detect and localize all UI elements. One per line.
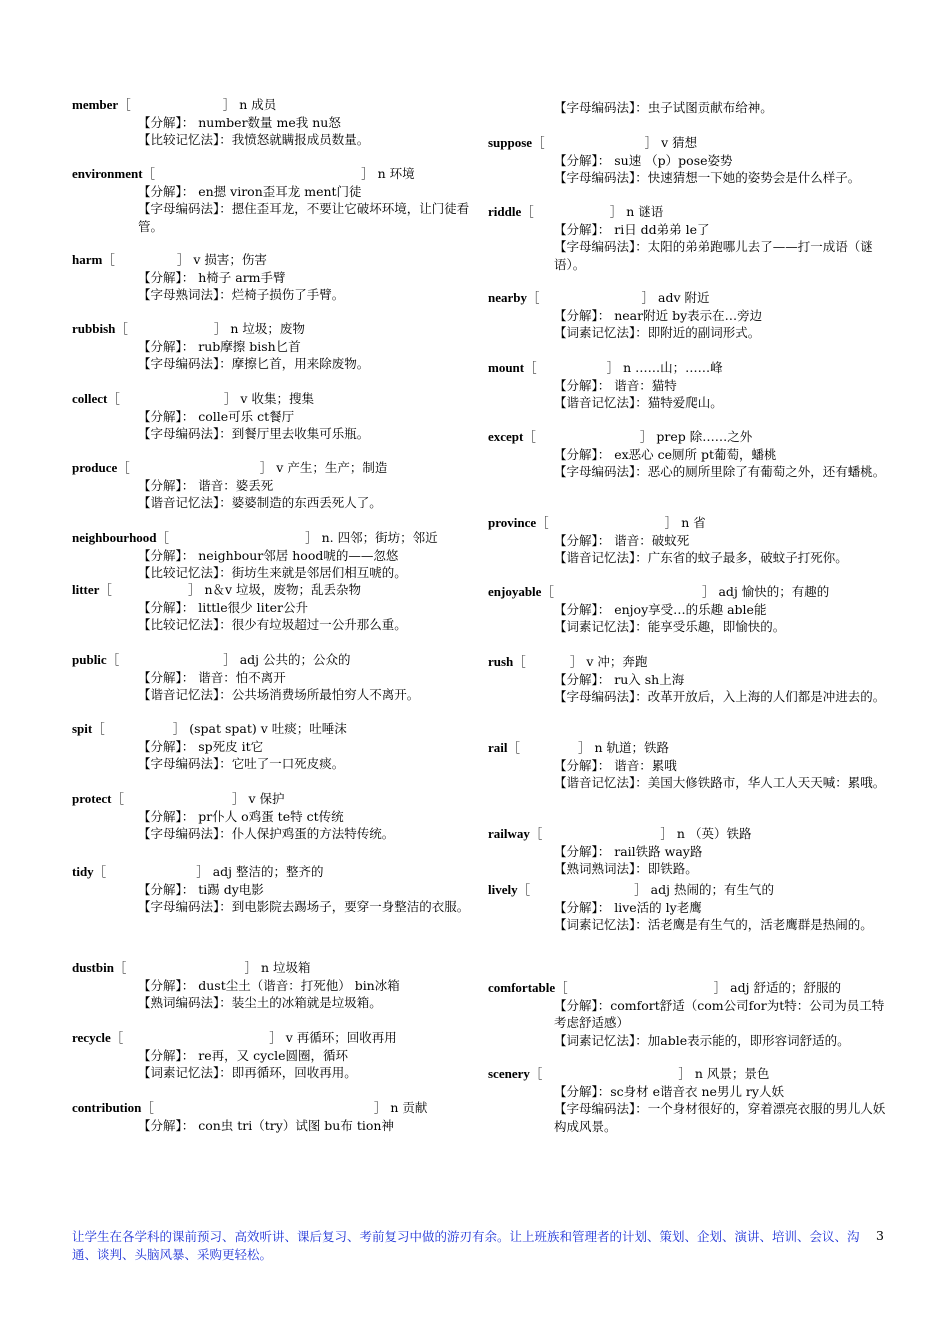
phonetic-close-bracket: ］: [231, 791, 245, 806]
entry-note-line: 【分解】： en摁 viron歪耳龙 ment门徒: [138, 183, 362, 199]
definition: adj 整洁的；整齐的: [212, 864, 324, 879]
entry-note-line: 【字母编码法】：它吐了一口死皮痰。: [138, 756, 345, 771]
entry-headline: [488, 739, 888, 757]
entry-note-line: 【词素记忆法】：活老鹰是有生气的，活老鹰群是热闹的。: [554, 917, 873, 932]
phonetic-close-bracket: ］: [223, 391, 237, 406]
entry-note-line: 【分解】： pr仆人 o鸡蛋 te特 ct传统: [138, 808, 344, 824]
entry-note-line: 【分解】： rail铁路 way路: [554, 843, 703, 859]
definition: n 垃圾箱: [260, 960, 311, 975]
entry-headline: [72, 1029, 472, 1047]
entry-note-line: 【熟词熟词法】：即铁路。: [554, 861, 698, 876]
entry-headline: [488, 289, 888, 307]
entry-note-line: 【分解】： con虫 tri（try）试图 bu布 tion神: [138, 1117, 394, 1133]
phonetic-close-bracket: ］: [664, 515, 678, 530]
entry-note-line: 【比较记忆法】：我愤怒就瞒报成员数量。: [138, 132, 370, 147]
phonetic-open-bracket: ［: [141, 1100, 154, 1115]
entry-note-line: 【分解】： h椅子 arm手臂: [138, 269, 286, 285]
entry-note-line: 【字母编码法】：到电影院去踢场子，要穿一身整洁的衣服。: [138, 899, 470, 914]
definition: adj 舒适的；舒服的: [730, 980, 841, 995]
phonetic-open-bracket: ［: [529, 1066, 543, 1081]
entry-note-line: 【分解】： ti踢 dy电影: [138, 881, 264, 897]
vocab-entry: [488, 203, 888, 273]
phonetic-close-bracket: ］: [569, 654, 583, 669]
entry-note-line: 【字母编码法】：到餐厅里去收集可乐瓶。: [138, 426, 370, 441]
headword: tidy: [72, 864, 94, 879]
entry-note-line: 【分解】： little很少 liter公升: [138, 599, 309, 615]
entry-headline: [488, 583, 888, 601]
headword: rush: [488, 654, 514, 669]
definition: n 成员: [239, 97, 277, 112]
vocab-entry: [488, 359, 888, 412]
entry-headline: [488, 825, 888, 843]
phonetic-close-bracket: ］: [678, 1066, 691, 1081]
entry-note-line: 【分解】： enjoy享受…的乐趣 able能: [554, 601, 767, 617]
phonetic-open-bracket: ［: [527, 290, 540, 305]
phonetic-open-bracket: ［: [99, 582, 112, 597]
headword: spit: [72, 721, 93, 736]
headword: rubbish: [72, 321, 116, 336]
phonetic-close-bracket: ］: [609, 204, 623, 219]
vocab-entry: [72, 651, 472, 704]
entry-note-line: 【词素记忆法】：即再循环，回收再用。: [138, 1065, 357, 1080]
entry-note-line: 【词素记忆法】：即附近的副词形式。: [554, 325, 761, 340]
phonetic-open-bracket: ［: [115, 321, 128, 336]
vocab-entry: [488, 979, 888, 1049]
phonetic-close-bracket: ］: [644, 135, 658, 150]
phonetic-open-bracket: ［: [113, 960, 127, 975]
phonetic-close-bracket: ］: [176, 252, 190, 267]
entry-headline: [488, 134, 888, 152]
definition: prep 除……之外: [656, 429, 753, 444]
vocab-entry: [488, 739, 888, 792]
phonetic-open-bracket: ［: [110, 1030, 124, 1045]
vocab-entry: [72, 1029, 472, 1082]
entry-headline: [72, 790, 472, 808]
phonetic-open-bracket: ［: [536, 515, 549, 530]
entry-note-line: 【分解】： sp死皮 it它: [138, 738, 264, 754]
vocab-entry: [488, 825, 888, 878]
vocab-entry: [488, 583, 888, 636]
headword: protect: [72, 791, 112, 806]
headword: riddle: [488, 204, 522, 219]
headword: environment: [72, 166, 143, 181]
phonetic-open-bracket: ［: [92, 721, 105, 736]
entry-note-line: 【字母编码法】：改革开放后，入上海的人们都是冲进去的。: [554, 689, 886, 704]
definition: adv 附近: [658, 290, 710, 305]
phonetic-open-bracket: ［: [517, 882, 531, 897]
entry-note-line: 【字母熟词法】：烂椅子损伤了手臂。: [138, 287, 345, 302]
entry-note-line: 【词素记忆法】：加able表示能的，即形容词舒适的。: [554, 1032, 850, 1048]
definition: v 冲；奔跑: [586, 654, 648, 669]
definition: n 省: [681, 515, 706, 530]
footer-text: 让学生在各学科的课前预习、高效听讲、课后复习、考前复习中做的游刃有余。让上班族和管理者的计划、策划、企划、演讲、培训、会议、沟通、谈判、头脑风暴、采购更轻松。: [72, 1229, 860, 1262]
definition: v 猜想: [661, 135, 698, 150]
headword: neighbourhood: [72, 530, 157, 545]
entry-note-line: 【分解】： re再，又 cycle圆圈，循环: [138, 1047, 349, 1063]
entry-note-line: 【分解】： colle可乐 ct餐厅: [138, 408, 295, 424]
phonetic-close-bracket: ］: [196, 864, 209, 879]
phonetic-close-bracket: ］: [634, 882, 647, 897]
phonetic-close-bracket: ］: [361, 166, 374, 181]
entry-note-line: 【分解】： 谐音：猫特: [554, 377, 677, 393]
entry-note-line: 【分解】： 谐音：怕不离开: [138, 669, 286, 685]
entry-note-line: 【分解】： neighbour邻居 hood唬的——忽悠: [138, 547, 399, 563]
entry-note-line: 【字母编码法】：虫子试图贡献布给神。: [554, 100, 773, 115]
phonetic-close-bracket: ］: [222, 97, 236, 112]
phonetic-close-bracket: ］: [641, 290, 655, 305]
entry-headline: [72, 459, 472, 477]
phonetic-open-bracket: ［: [156, 530, 170, 545]
definition: adj 公共的；公众的: [239, 652, 351, 667]
headword: nearby: [488, 290, 527, 305]
headword: lively: [488, 882, 518, 897]
definition: n 贡献: [390, 1100, 428, 1115]
phonetic-open-bracket: ［: [529, 826, 543, 841]
phonetic-open-bracket: ［: [118, 97, 131, 112]
vocab-entry: [488, 134, 888, 187]
vocab-entry: [488, 99, 888, 117]
definition: n 风景；景色: [694, 1066, 770, 1081]
phonetic-close-bracket: ］: [172, 721, 186, 736]
entry-note-line: 【分解】： su速 （p）pose姿势: [554, 152, 733, 168]
phonetic-close-bracket: ］: [660, 826, 673, 841]
headword: contribution: [72, 1100, 142, 1115]
entry-note-line: 【字母编码法】：摩擦匕首，用来除废物。: [138, 356, 370, 371]
definition: n （英）铁路: [676, 826, 752, 841]
vocab-entry: [72, 96, 472, 149]
headword: comfortable: [488, 980, 556, 995]
entry-headline: [488, 979, 888, 997]
entry-note-line: 【分解】：comfort舒适（com公司for为t特：公司为员工特考虑舒适感）: [554, 997, 885, 1030]
phonetic-close-bracket: ］: [223, 652, 236, 667]
definition: n 谜语: [626, 204, 664, 219]
headword: suppose: [488, 135, 533, 150]
headword: recycle: [72, 1030, 111, 1045]
entry-note-line: 【分解】： ri日 dd弟弟 le了: [554, 221, 710, 237]
headword: dustbin: [72, 960, 114, 975]
entry-note-line: 【字母编码法】：快速猜想一下她的姿势会是什么样子。: [554, 170, 861, 185]
entry-headline: [488, 653, 888, 671]
entry-note-line: 【分解】： ru入 sh上海: [554, 671, 685, 687]
page-number: 3: [876, 1228, 884, 1243]
vocab-entry: [72, 790, 472, 843]
phonetic-open-bracket: ［: [142, 166, 156, 181]
phonetic-close-bracket: ］: [213, 321, 227, 336]
vocab-entry: [488, 653, 888, 706]
definition: n＆v 垃圾，废物；乱丢杂物: [204, 582, 362, 597]
vocab-entry: [72, 581, 472, 634]
entry-headline: [488, 881, 888, 899]
vocab-entry: [72, 959, 472, 1012]
vocab-entry: [72, 390, 472, 443]
entry-note-line: 【熟词编码法】：装尘土的冰箱就是垃圾箱。: [138, 995, 382, 1010]
phonetic-close-bracket: ］: [713, 980, 727, 995]
entry-note-line: 【分解】： 谐音：累哦: [554, 757, 677, 773]
entry-note-line: 【字母编码法】：一个身材很好的，穿着漂亮衣服的男儿人妖构成风景。: [554, 1101, 886, 1134]
phonetic-close-bracket: ］: [373, 1100, 387, 1115]
headword: enjoyable: [488, 584, 542, 599]
entry-note-line: 【谐音记忆法】：猫特爱爬山。: [554, 395, 723, 410]
entry-headline: [488, 203, 888, 221]
headword: member: [72, 97, 119, 112]
phonetic-close-bracket: ］: [305, 530, 318, 545]
phonetic-open-bracket: ［: [102, 252, 115, 267]
phonetic-open-bracket: ［: [523, 429, 536, 444]
headword: railway: [488, 826, 530, 841]
headword: except: [488, 429, 524, 444]
vocab-entry: [72, 720, 472, 773]
entry-note-line: 【分解】： 谐音：婆丢死: [138, 477, 274, 493]
entry-note-line: 【分解】：sc身材 e谐音衣 ne男儿 ry人妖: [554, 1083, 784, 1099]
definition: n. 四邻；街坊；邻近: [321, 530, 438, 545]
entry-note-line: 【分解】： near附近 by表示在…旁边: [554, 307, 763, 323]
definition: n 环境: [377, 166, 415, 181]
phonetic-open-bracket: ［: [541, 584, 554, 599]
entry-note-line: 【字母编码法】：恶心的厕所里除了有葡萄之外，还有蟠桃。: [554, 464, 886, 479]
vocab-entry: [72, 459, 472, 512]
definition: adj 愉快的；有趣的: [718, 584, 830, 599]
headword: province: [488, 515, 537, 530]
headword: rail: [488, 740, 508, 755]
entry-headline: [72, 529, 472, 547]
definition: adj 热闹的；有生气的: [650, 882, 774, 897]
headword: produce: [72, 460, 118, 475]
headword: mount: [488, 360, 525, 375]
entry-headline: [72, 863, 472, 881]
entry-headline: [72, 390, 472, 408]
definition: n ……山；……峰: [623, 360, 723, 375]
phonetic-open-bracket: ［: [524, 360, 537, 375]
entry-headline: [72, 959, 472, 977]
headword: litter: [72, 582, 100, 597]
definition: v 损害；伤害: [193, 252, 267, 267]
phonetic-open-bracket: ［: [521, 204, 534, 219]
entry-note-line: 【比较记忆法】：街坊生来就是邻居们相互唬的。: [138, 565, 407, 580]
entry-note-line: 【谐音记忆法】：婆婆制造的东西丢死人了。: [138, 495, 382, 510]
entry-note-line: 【谐音记忆法】：公共场消费场所最怕穷人不离开。: [138, 687, 420, 702]
definition: v 产生；生产；制造: [276, 460, 388, 475]
entry-note-line: 【比较记忆法】：很少有垃圾超过一公升那么重。: [138, 617, 407, 632]
vocab-entry: [488, 514, 888, 567]
entry-headline: [488, 514, 888, 532]
definition: v 收集；搜集: [240, 391, 314, 406]
definition: (spat spat) v 吐痰；吐唾沫: [189, 721, 347, 736]
vocab-entry: [488, 428, 888, 481]
phonetic-close-bracket: ］: [244, 960, 257, 975]
vocab-entry: [488, 289, 888, 342]
phonetic-close-bracket: ］: [606, 360, 620, 375]
vocab-entry: [72, 165, 472, 235]
headword: harm: [72, 252, 103, 267]
entry-headline: [72, 320, 472, 338]
entry-note-line: 【分解】： number数量 me我 nu怒: [138, 114, 341, 130]
entry-note-line: 【词素记忆法】：能享受乐趣，即愉快的。: [554, 619, 786, 634]
headword: public: [72, 652, 107, 667]
phonetic-open-bracket: ［: [93, 864, 107, 879]
phonetic-close-bracket: ］: [578, 740, 591, 755]
phonetic-open-bracket: ［: [107, 391, 120, 406]
phonetic-open-bracket: ［: [106, 652, 120, 667]
phonetic-close-bracket: ］: [269, 1030, 282, 1045]
definition: n 轨道；铁路: [594, 740, 670, 755]
entry-headline: [72, 251, 472, 269]
phonetic-open-bracket: ［: [111, 791, 124, 806]
definition: v 再循环；回收再用: [285, 1030, 397, 1045]
phonetic-close-bracket: ］: [701, 584, 715, 599]
entry-headline: [72, 651, 472, 669]
entry-note-line: 【分解】： 谐音：破蚊死: [554, 532, 690, 548]
vocab-entry: [488, 1065, 888, 1135]
phonetic-close-bracket: ］: [187, 582, 201, 597]
definition: v 保护: [248, 791, 285, 806]
entry-note-line: 【分解】： live活的 ly老鹰: [554, 899, 702, 915]
entry-note-line: 【字母编码法】：仆人保护鸡蛋的方法特传统。: [138, 826, 395, 841]
vocab-entry: [72, 320, 472, 373]
entry-headline: [72, 165, 472, 183]
entry-note-line: 【字母编码法】：摁住歪耳龙，不要让它破坏环境，让门徒看管。: [138, 201, 470, 234]
entry-note-line: 【分解】： dust尘土（谐音：打死他） bin冰箱: [138, 977, 400, 993]
entry-headline: [488, 428, 888, 446]
entry-headline: [488, 1065, 888, 1083]
vocab-entry: [72, 1099, 472, 1134]
entry-headline: [72, 720, 472, 738]
entry-headline: [72, 1099, 472, 1117]
vocab-entry: [72, 529, 472, 582]
vocab-entry: [72, 863, 472, 916]
entry-headline: [72, 581, 472, 599]
headword: scenery: [488, 1066, 530, 1081]
phonetic-close-bracket: ］: [259, 460, 273, 475]
entry-note-line: 【谐音记忆法】：广东省的蚊子最多，破蚊子打死你。: [554, 550, 848, 565]
phonetic-open-bracket: ［: [555, 980, 568, 995]
headword: collect: [72, 391, 108, 406]
phonetic-open-bracket: ［: [532, 135, 545, 150]
entry-note-line: 【谐音记忆法】：美国大修铁路市，华人工人天天喊：累哦。: [554, 775, 886, 790]
phonetic-open-bracket: ［: [507, 740, 521, 755]
entry-note-line: 【分解】： ex恶心 ce厕所 pt葡萄，蟠桃: [554, 446, 777, 462]
phonetic-close-bracket: ］: [639, 429, 653, 444]
phonetic-open-bracket: ［: [117, 460, 130, 475]
vocab-entry: [488, 881, 888, 934]
entry-headline: [72, 96, 472, 114]
phonetic-open-bracket: ［: [513, 654, 526, 669]
vocab-entry: [72, 251, 472, 304]
entry-note-line: 【分解】： rub摩擦 bish匕首: [138, 338, 301, 354]
definition: n 垃圾；废物: [230, 321, 305, 336]
entry-note-line: 【字母编码法】：太阳的弟弟跑哪儿去了——打一成语（谜语）。: [554, 239, 873, 272]
entry-headline: [488, 359, 888, 377]
